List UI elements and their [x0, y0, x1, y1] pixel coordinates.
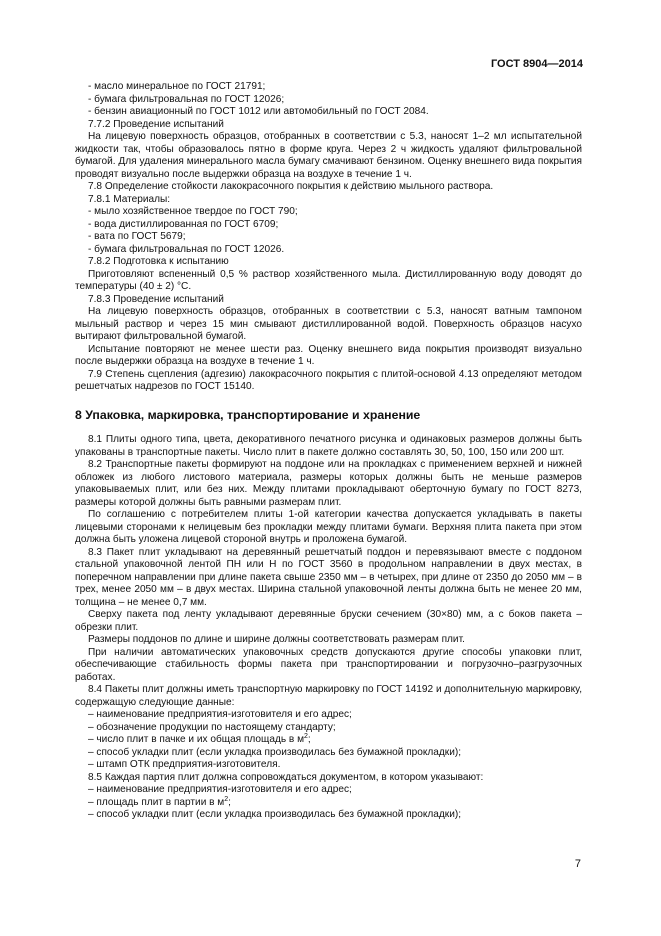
paragraph: Размеры поддонов по длине и ширине должны соответствовать размерам плит. — [88, 634, 465, 645]
paragraph: По соглашению с потребителем плиты 1-ой категории качества допускается укладывать в пакеты лицевыми сторонами к нелицевым без прокладки между плитами бумаги. Верхняя плита пакета при этом должна быть уложена лицевой стороной внутрь и проложена бумагой. — [75, 509, 582, 545]
paragraph: - бензин авиационный по ГОСТ 1012 или автомобильный по ГОСТ 2084. — [88, 106, 429, 117]
paragraph: 8.2 Транспортные пакеты формируют на поддоне или на прокладках с применением верхней и нижней обложек из любого листового материала, размеры которых должны быть не меньше размеров упаковываемых плит, или без них. Между плитами прокладывают оберточную бумагу по ГОСТ 8273, размеры которой должны быть равными размерам плит. — [75, 459, 582, 508]
paragraph: - масло минеральное по ГОСТ 21791; — [88, 81, 266, 92]
list-item — [75, 734, 582, 747]
paragraph: При наличии автоматических упаковочных средств допускаются другие способы упаковки плит, обеспечивающие стабильность формы пакета при транспортировании и погрузочно–разгрузочных работах. — [75, 646, 582, 683]
paragraph: На лицевую поверхность образцов, отобранных в соответствии с 5.3, наносят ватным тампоном мыльный раствор и через 15 мин смывают дистиллированной водой. Поверхность образцов насухо вытирают фильтровальной бумагой. — [75, 306, 582, 342]
paragraph: На лицевую поверхность образцов, отобранных в соответствии с 5.3, наносят 1–2 мл испытательной жидкости так, чтобы образовалось пятно в форме круга. Через 2 ч жидкость удаляют фильтровальной бумагой. Для удаления минерального масла бумагу смачивают бензином. Оценку внешнего вида покрытия проводят визуально после выдержки образца на воздухе в течение 1 ч. — [75, 131, 582, 180]
paragraph: - вода дистиллированная по ГОСТ 6709; — [88, 218, 279, 230]
list-item: – способ укладки плит (если укладка производилась без бумажной прокладки); — [88, 746, 462, 758]
document-id: ГОСТ 8904—2014 — [490, 58, 583, 70]
paragraph: 7.8 Определение стойкости лакокрасочного покрытия к действию мыльного раствора. — [88, 181, 494, 192]
paragraph: Сверху пакета под ленту укладывают деревянные бруски сечением (30×80) мм, а с боков пакета – обрезки плит. — [75, 609, 582, 633]
paragraph: 7.8.3 Проведение испытаний — [88, 293, 224, 305]
paragraph: 8.3 Пакет плит укладывают на деревянный решетчатый поддон и перевязывают вместе с поддоном стальной упаковочной лентой ПН или Н по ГОСТ 3560 в продольном направлении в двух местах, в поперечном направлении при длине пакета свыше 2350 мм – в четырех, при длине от 2350 до 2050 мм – в трех, менее 2050 мм – в двух местах. Ширина стальной упаковочной ленты должна быть не менее 20 мм, толщина – не менее 0,7 мм. — [75, 546, 582, 608]
list-item-text: – число плит в пачке и их общая площадь в м — [88, 734, 305, 745]
paragraph: 8.1 Плиты одного типа, цвета, декоративного печатного рисунка и одинаковых размеров должны быть упакованы в транспортные пакеты. Число плит в пакете должно составлять 30, 50, 100, 150 или 200 шт. — [75, 434, 582, 458]
section-heading: 8 Упаковка, маркировка, транспортирование и хранение — [75, 407, 421, 422]
list-item: – обозначение продукции по настоящему стандарту; — [88, 721, 336, 733]
paragraph: 7.8.1 Материалы: — [88, 193, 171, 205]
list-item: – штамп ОТК предприятия-изготовителя. — [88, 759, 281, 770]
paragraph: - бумага фильтровальная по ГОСТ 12026; — [88, 93, 285, 105]
paragraph: - вата по ГОСТ 5679; — [88, 231, 186, 242]
paragraph: - мыло хозяйственное твердое по ГОСТ 790; — [88, 206, 298, 217]
paragraph: Приготовляют вспененный 0,5 % раствор хозяйственного мыла. Дистиллированную воду доводят до температуры (40 ± 2) °С. — [75, 268, 582, 292]
paragraph: 8.4 Пакеты плит должны иметь транспортную маркировку по ГОСТ 14192 и дополнительную маркировку, содержащую следующие данные: — [75, 684, 582, 708]
superscript: 2 — [224, 795, 229, 803]
list-item-text: – площадь плит в партии в м — [88, 796, 225, 808]
paragraph: - бумага фильтровальная по ГОСТ 12026. — [88, 243, 285, 255]
list-item: – способ укладки плит (если укладка производилась без бумажной прокладки); — [88, 809, 462, 820]
list-item: – наименование предприятия-изготовителя и его адрес; — [88, 709, 352, 720]
superscript: 2 — [304, 733, 308, 740]
paragraph: 8.5 Каждая партия плит должна сопровождаться документом, в котором указывают: — [88, 771, 484, 783]
paragraph: 7.7.2 Проведение испытаний — [88, 118, 224, 130]
paragraph: Испытание повторяют не менее шести раз. Оценку внешнего вида покрытия производят визуально после выдержки образца на воздухе в течение 1 ч. — [75, 343, 582, 367]
list-item: – наименование предприятия-изготовителя и его адрес; — [88, 784, 352, 795]
list-item — [75, 797, 582, 810]
page-number: 7 — [574, 858, 581, 870]
paragraph: 7.8.2 Подготовка к испытанию — [88, 256, 229, 267]
page-content — [75, 81, 582, 822]
list-item-suffix: ; — [307, 734, 311, 745]
list-item-suffix: ; — [228, 796, 231, 808]
paragraph: 7.9 Степень сцепления (адгезию) лакокрасочного покрытия с плитой-основой 4.13 определяют методом решетчатых надрезов по ГОСТ 15140. — [75, 368, 582, 392]
